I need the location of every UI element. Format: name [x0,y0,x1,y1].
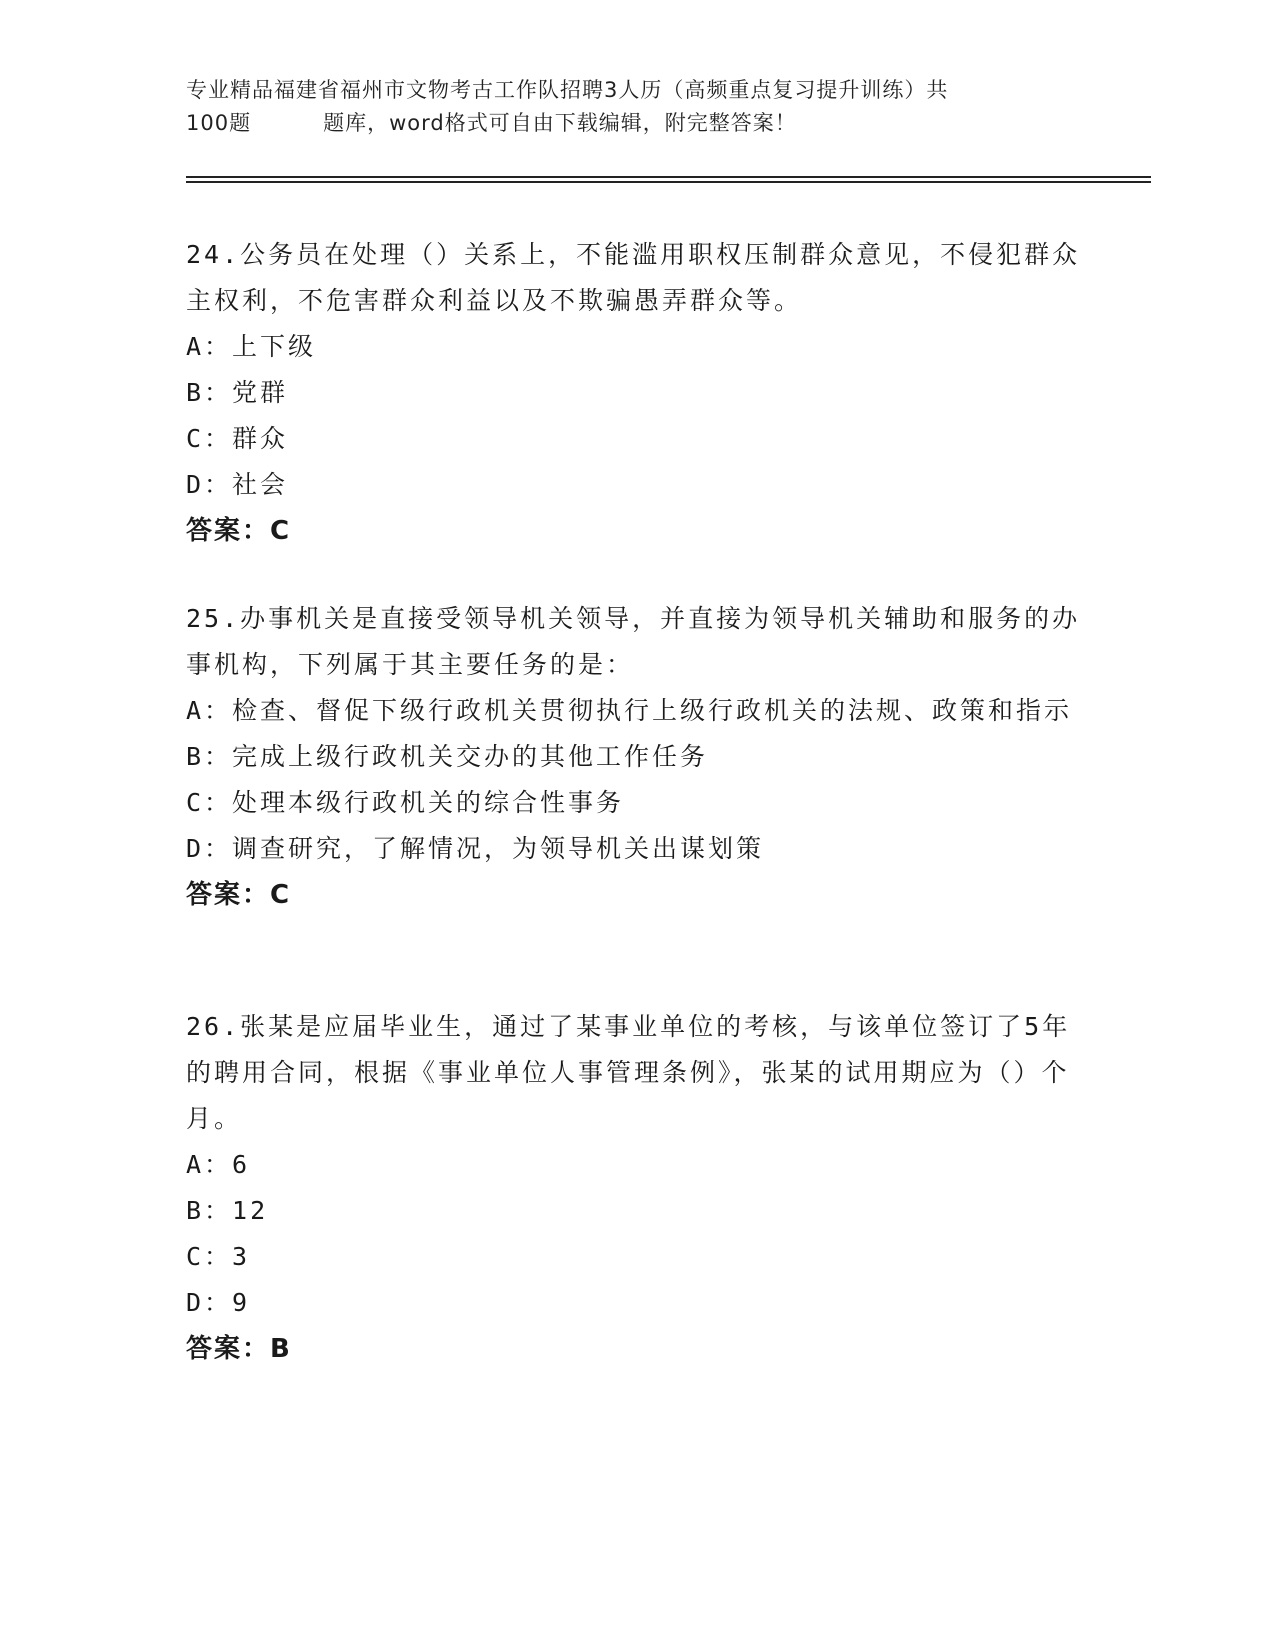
question-stem: 24.公务员在处理（）关系上，不能滥用职权压制群众意见，不侵犯群众主权利，不危害群众利益以及不欺骗愚弄群众等。 [186,240,1081,315]
question-block [186,596,1086,918]
option-b: B：完成上级行政机关交办的其他工作任务 [186,742,709,771]
question-stem: 25.办事机关是直接受领导机关领导，并直接为领导机关辅助和服务的办事机构，下列属于其主要任务的是： [186,604,1081,679]
header-title-line-2 [186,107,1086,140]
option-d: D：社会 [186,470,289,499]
option-c: C：处理本级行政机关的综合性事务 [186,788,625,817]
option-a: A：上下级 [186,332,317,361]
option-a: A：检查、督促下级行政机关贯彻执行上级行政机关的法规、政策和指示 [186,696,1073,725]
option-a: A：6 [186,1150,251,1179]
answer-line: 答案：C [186,880,292,910]
option-b: B：党群 [186,378,289,407]
document-header [186,74,1086,140]
header-divider-bottom [186,181,1151,183]
answer-line: 答案：B [186,1334,292,1364]
option-d: D：9 [186,1288,251,1317]
option-c: C：3 [186,1242,251,1271]
question-block [186,232,1086,554]
option-b: B：12 [186,1196,269,1225]
header-description: 题库，word格式可自由下载编辑，附完整答案！ [323,111,797,135]
header-divider-top [186,176,1151,178]
option-d: D：调查研究，了解情况，为领导机关出谋划策 [186,834,765,863]
header-title-line-1: 专业精品福建省福州市文物考古工作队招聘3人历（高频重点复习提升训练）共 [186,78,949,102]
option-c: C：群众 [186,424,289,453]
header-question-count: 100题 [186,111,252,135]
question-stem: 26.张某是应届毕业生，通过了某事业单位的考核，与该单位签订了5年的聘用合同，根据《事业单位人事管理条例》，张某的试用期应为（）个月。 [186,1012,1071,1133]
answer-line: 答案：C [186,516,292,546]
question-block [186,1004,1086,1372]
